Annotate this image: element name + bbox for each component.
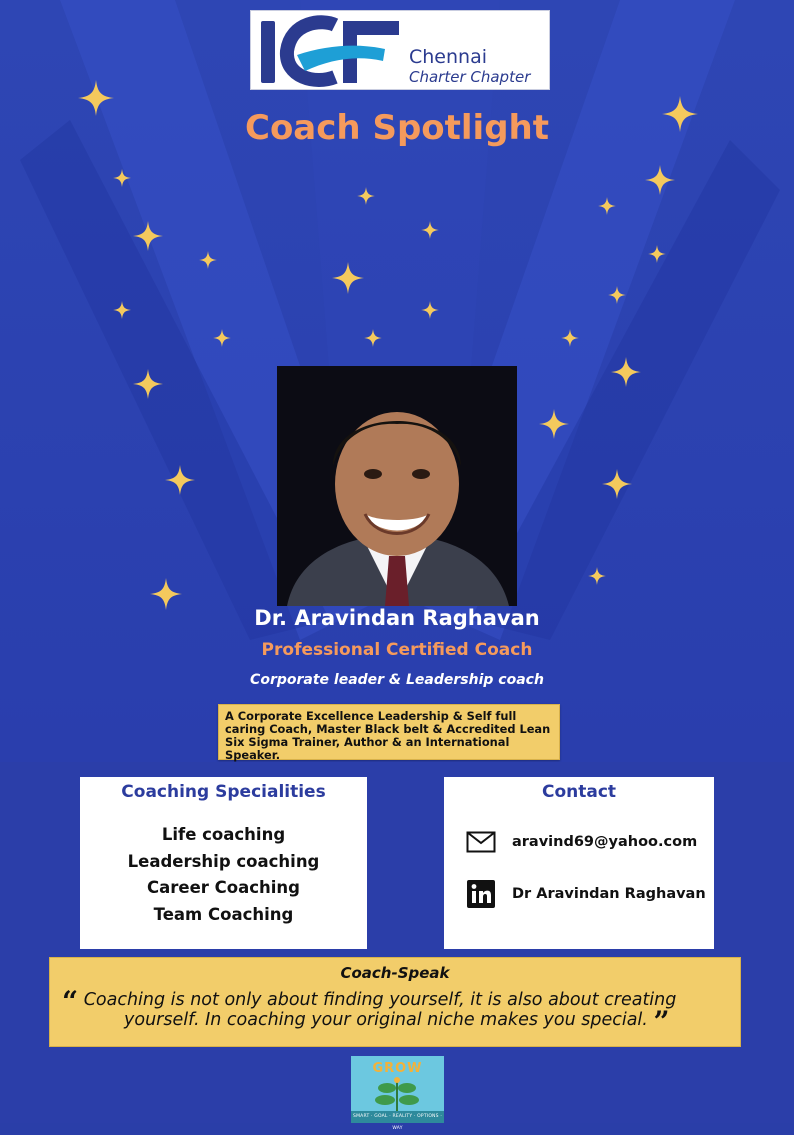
speciality-item: Team Coaching bbox=[153, 904, 294, 924]
star-icon bbox=[421, 301, 439, 319]
star-icon bbox=[561, 329, 579, 347]
star-icon bbox=[165, 465, 195, 495]
linkedin-icon bbox=[466, 879, 496, 909]
star-icon bbox=[421, 221, 439, 239]
page-title: Coach Spotlight bbox=[245, 108, 549, 148]
star-icon bbox=[199, 251, 217, 269]
coach-name: Dr. Aravindan Raghavan bbox=[254, 606, 540, 630]
contact-linkedin-row[interactable] bbox=[466, 879, 706, 909]
star-icon bbox=[357, 187, 375, 205]
grow-badge bbox=[351, 1056, 444, 1131]
star-icon bbox=[133, 369, 163, 399]
coach-photo bbox=[277, 366, 517, 606]
coach-speak-box bbox=[49, 957, 741, 1047]
star-icon bbox=[588, 567, 606, 585]
mail-icon bbox=[466, 827, 496, 857]
logo-chapter: Charter Chapter bbox=[409, 68, 531, 86]
specialities-title: Coaching Specialities bbox=[121, 782, 326, 802]
coach-speak-title: Coach-Speak bbox=[340, 964, 450, 982]
star-icon bbox=[539, 409, 569, 439]
contact-card bbox=[444, 777, 714, 949]
contact-title: Contact bbox=[541, 782, 617, 802]
icf-logo-mark bbox=[257, 15, 407, 87]
coach-speak-quote bbox=[62, 985, 730, 1038]
coach-role: Corporate leader & Leadership coach bbox=[250, 672, 544, 688]
star-icon bbox=[133, 221, 163, 251]
speciality-item: Leadership coaching bbox=[127, 851, 320, 871]
icf-logo bbox=[250, 10, 550, 90]
logo-city: Chennai bbox=[409, 46, 488, 68]
coach-bio: A Corporate Excellence Leadership & Self full caring Coach, Master Black belt & Accredited Lean Six Sigma Trainer, Author & an International Speaker. bbox=[218, 704, 560, 760]
coach-credential: Professional Certified Coach bbox=[261, 640, 533, 660]
star-icon bbox=[332, 262, 364, 294]
star-icon bbox=[364, 329, 382, 347]
speciality-item: Life coaching bbox=[161, 825, 286, 844]
open-quote-icon: “ bbox=[62, 985, 79, 1018]
grow-caption: SMART · GOAL · REALITY · OPTIONS · WAY bbox=[351, 1111, 444, 1123]
star-icon bbox=[213, 329, 231, 347]
star-icon bbox=[648, 245, 666, 263]
contact-linkedin[interactable]: Dr Aravindan Raghavan bbox=[512, 886, 706, 902]
star-icon bbox=[608, 286, 626, 304]
star-icon bbox=[598, 197, 616, 215]
close-quote-icon: ” bbox=[653, 1005, 670, 1038]
contact-email-row[interactable] bbox=[466, 827, 697, 857]
grow-word: GROW bbox=[372, 1061, 423, 1076]
quote-line-1: Coaching is not only about finding yourself, it is also about creating bbox=[83, 990, 677, 1010]
quote-line-2: yourself. In coaching your original niche makes you special. bbox=[124, 1010, 648, 1030]
star-icon bbox=[113, 301, 131, 319]
star-icon bbox=[645, 165, 675, 195]
speciality-item: Career Coaching bbox=[147, 878, 300, 897]
contact-email[interactable]: aravind69@yahoo.com bbox=[512, 834, 698, 850]
specialities-list bbox=[80, 822, 367, 928]
star-icon bbox=[113, 169, 131, 187]
specialities-card bbox=[80, 777, 367, 949]
star-icon bbox=[602, 469, 632, 499]
plant-icon bbox=[351, 1076, 444, 1112]
star-icon bbox=[611, 357, 641, 387]
